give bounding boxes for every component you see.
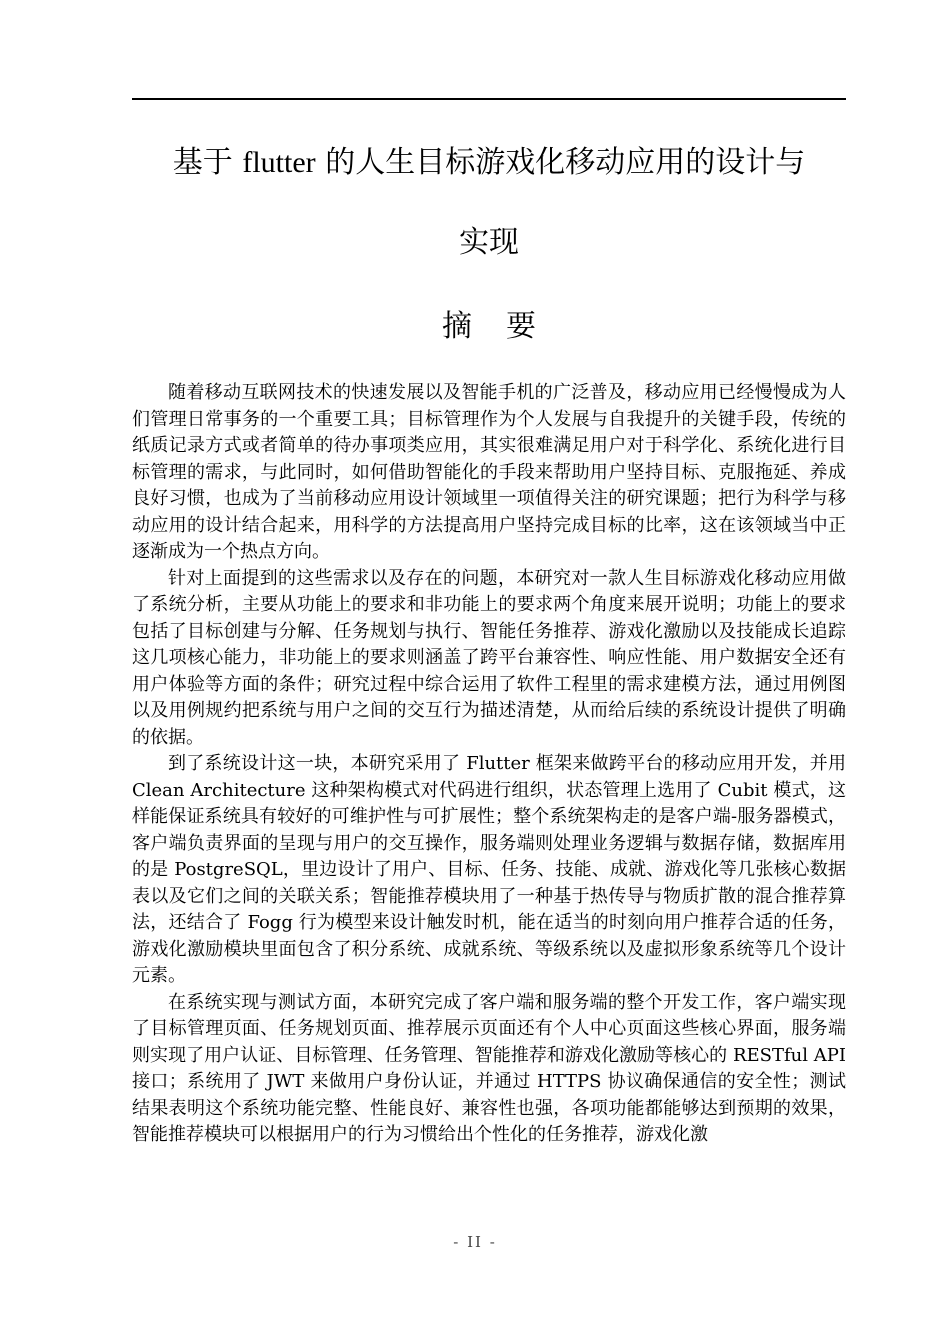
abstract-heading: 摘要	[442, 309, 570, 344]
abstract-paragraph: 到了系统设计这一块，本研究采用了 Flutter 框架来做跨平台的移动应用开发，并用 Clean Architecture 这种架构模式对代码进行组织，状态管理上选用了 Cubit 模式，这样能保证系统具有较好的可维护性与可扩展性；整个系统架构走的是客户端-服务器模式，客户端负责界面的呈现与用户的交互操作，服务端则处理业务逻辑与数据存储，数据库用的是 PostgreSQL，里边设计了用户、目标、任务、技能、成就、游戏化等几张核心数据表以及它们之间的关联关系；智能推荐模块用了一种基于热传导与物质扩散的混合推荐算法，还结合了 Fogg 行为模型来设计触发时机，能在适当的时刻向用户推荐合适的任务，游戏化激励模块里面包含了积分系统、成就系统、等级系统以及虚拟形象系统等几个设计元素。	[132, 753, 846, 986]
title-suffix: 的人生目标游戏化移动应用的设计与	[315, 145, 806, 180]
page-number: - II -	[453, 1233, 497, 1251]
title-prefix: 基于	[172, 145, 243, 180]
abstract-body	[132, 380, 846, 1230]
header-rule	[132, 98, 846, 100]
title-latin-term: flutter	[242, 146, 316, 179]
abstract-paragraph: 随着移动互联网技术的快速发展以及智能手机的广泛普及，移动应用已经慢慢成为人们管理日常事务的一个重要工具；目标管理作为个人发展与自我提升的关键手段，传统的纸质记录方式或者简单的待办事项类应用，其实很难满足用户对于科学化、系统化进行目标管理的需求，与此同时，如何借助智能化的手段来帮助用户坚持目标、克服拖延、养成良好习惯，也成为了当前移动应用设计领域里一项值得关注的研究课题；把行为科学与移动应用的设计结合起来，用科学的方法提高用户坚持完成目标的比率，这在该领域当中正逐渐成为一个热点方向。	[132, 382, 846, 562]
document-title	[132, 143, 846, 183]
document-title-continued: 实现	[459, 225, 519, 260]
abstract-paragraph: 在系统实现与测试方面，本研究完成了客户端和服务端的整个开发工作，客户端实现了目标管理页面、任务规划页面、推荐展示页面还有个人中心页面这些核心界面，服务端则实现了用户认证、目标管理、任务管理、智能推荐和游戏化激励等核心的 RESTful API 接口；系统用了 JWT 来做用户身份认证，并通过 HTTPS 协议确保通信的安全性；测试结果表明这个系统功能完整、性能良好、兼容性也强，各项功能都能够达到预期的效果，智能推荐模块可以根据用户的行为习惯给出个性化的任务推荐，游戏化激	[132, 991, 846, 1145]
abstract-paragraph: 针对上面提到的这些需求以及存在的问题，本研究对一款人生目标游戏化移动应用做了系统分析，主要从功能上的要求和非功能上的要求两个角度来展开说明；功能上的要求包括了目标创建与分解、任务规划与执行、智能任务推荐、游戏化激励以及技能成长追踪这几项核心能力，非功能上的要求则涵盖了跨平台兼容性、响应性能、用户数据安全还有用户体验等方面的条件；研究过程中综合运用了软件工程里的需求建模方法，通过用例图以及用例规约把系统与用户之间的交互行为描述清楚，从而给后续的系统设计提供了明确的依据。	[132, 567, 846, 748]
